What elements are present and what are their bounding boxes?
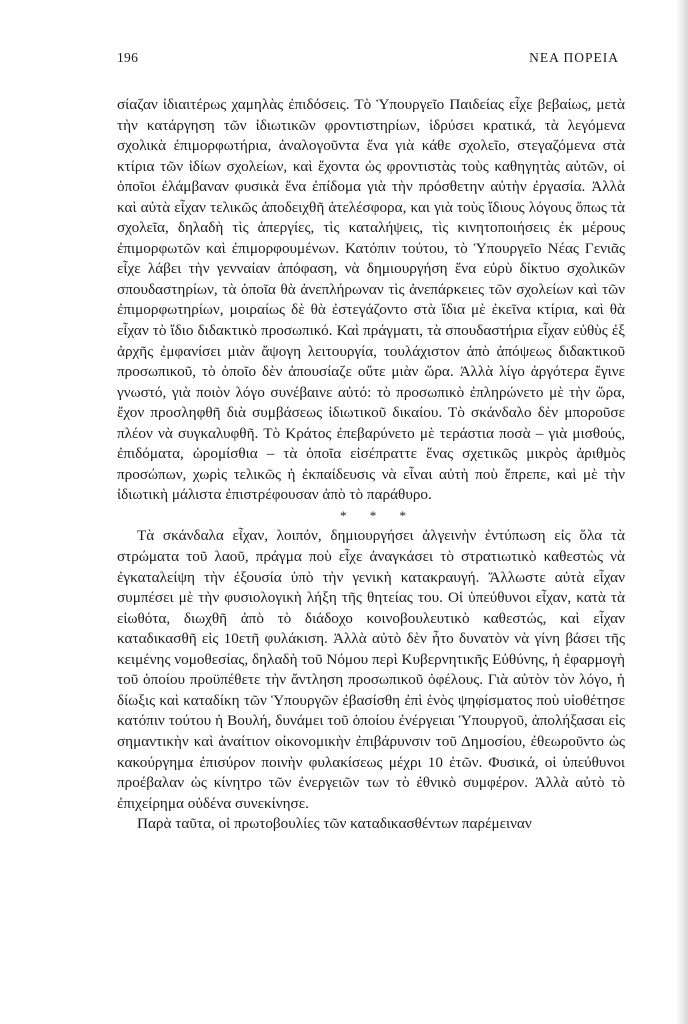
page-spine-shadow (676, 0, 688, 1024)
body-text (117, 95, 625, 835)
page-number: 196 (117, 50, 139, 65)
paragraph: Τὰ σκάνδαλα εἶχαν, λοιπόν, δημιουργήσει ἀλγεινὴν ἐντύπωση εἰς ὅλα τὰ στρώματα τοῦ λαοῦ, πράγμα ποὺ εἶχε ἀναγκάσει τὸ στρατιωτικὸ καθεστὼς νὰ ἐγκαταλείψη τὴν ἐξουσία ὑπὸ τὴν γενικὴ κατακραυγή. Ἄλλωστε αὐτὰ εἶχαν συμπέσει μὲ τὴν φυσιολογικὴ λήξη τῆς θητείας του. Οἱ ὑπεύθυνοι εἶχαν, κατὰ τὰ εἰωθότα, διωχθῆ ἀπὸ τὸ διάδοχο κοινοβουλευτικὸ καθεστώς, καὶ εἶχαν καταδικασθῆ εἰς 10ετῆ φυλάκιση. Ἀλλὰ αὐτὸ δὲν ἦτο δυνατὸν νὰ γίνη βάσει τῆς κειμένης νομοθεσίας, δηλαδὴ τοῦ Νόμου περὶ Κυβερνητικῆς Εὐθύνης, ἡ ἐφαρμογὴ τοῦ ὁποίου προϋπέθετε τὴν ἄντληση προσωπικοῦ ὀφέλους. Γιὰ αὐτὸν τὸν λόγο, ἡ δίωξις καὶ καταδίκη τῶν Ὑπουργῶν ἐβασίσθη ἐπὶ ἑνὸς ψηφίσματος ποὺ υἱοθέτησε κατόπιν τούτου ἡ Βουλή, δυνάμει τοῦ ὁποίου ἐνέργειαι Ὑπουργοῦ, ἀπολήξασαι εἰς σημαντικὴν καὶ ἀναίτιον οἰκονομικὴν ἐπιβάρυνσιν τοῦ Δημοσίου, ἐθεωροῦντο ὡς κακούργημα ἐπισύρον ποινὴν φυλακίσεως μέχρι 10 ἐτῶν. Φυσικά, οἱ ὑπεύθυνοι προέβαλαν ὡς κίνητρο τῶν ἐνεργειῶν των τὸ ἐθνικὸ συμφέρον. Ἀλλὰ αὐτὸ τὸ ἐπιχείρημα οὐδένα συνεκίνησε. (117, 527, 625, 812)
paragraph: Παρὰ ταῦτα, οἱ πρωτοβουλίες τῶν καταδικασθέντων παρέμειναν (137, 815, 532, 833)
running-header (117, 50, 619, 70)
running-title: ΝΕΑ ΠΟΡΕΙΑ (529, 50, 619, 65)
paragraph: σίαζαν ἰδιαιτέρως χαμηλὰς ἐπιδόσεις. Τὸ Ὑπουργεῖο Παιδείας εἶχε βεβαίως, μετὰ τὴν κατάργηση τῶν ἰδιωτικῶν φροντιστηρίων, ἱδρύσει κρατικά, τὰ λεγόμενα σχολικὰ ἐπιμορφωτήρια, ἀναλογοῦντα ἕνα γιὰ κάθε σχολεῖο, στεγαζόμενα στὰ κτίρια τῶν ἰδίων σχολείων, καὶ ἔχοντα ὡς φροντιστὰς τοὺς καθηγητὰς αὐτῶν, οἱ ὁποῖοι ἐλάμβαναν φυσικὰ ἕνα ἐπίδομα γιὰ τὴν πρόσθετην αὐτὴν ἐργασία. Ἀλλὰ καὶ αὐτὰ εἶχαν τελικῶς ἀποδειχθῆ ἀτελέσφορα, και γιὰ τοὺς ἴδιους λόγους ὅπως τὰ σχολεῖα, δηλαδὴ τὶς ἀπεργίες, τὶς καταλήψεις, τὶς κινητοποιήσεις ἐκ μέρους ἐπιμορφωτῶν καὶ ἐπιμορφουμένων. Κατόπιν τούτου, τὸ Ὑπουργεῖο Νέας Γενιᾶς εἶχε λάβει τὴν γενναίαν ἀπόφαση, νὰ δημιουργήση ἕνα εὐρὺ δίκτυο σχολικῶν σπουδαστηρίων, τὰ ὁποῖα θὰ ἀνεπλήρωναν τὶς ἀνεπάρκειες τῶν σχολείων καὶ τῶν ἐπιμορφωτηρίων, μοιραίως δὲ θὰ ἐστεγάζοντο στὰ ἴδια μὲ ἐκεῖνα κτίρια, καὶ θὰ εἶχαν τὸ ἴδιο διδακτικὸ προσωπικό. Καὶ πράγματι, τὰ σπουδαστήρια εἶχαν εὐθὺς ἐξ ἀρχῆς ἐμφανίσει μιὰν ἄψογη λειτουργία, τουλάχιστον ἀπὸ ἀπόψεως διδακτικοῦ προσωπικοῦ, τὸ ὁποῖο δὲν ἀπουσίαζε οὔτε μιὰν ὥρα. Ἀλλὰ λίγο ἀργότερα ἔγινε γνωστό, γιὰ ποιὸν λόγο συνέβαινε αὐτό: τὸ προσωπικὸ ἐπληρώνετο μὲ τὴν ὥρα, ἔχον προσληφθῆ διὰ συμβάσεως ἰδιωτικοῦ δικαίου. Τὸ σκάνδαλο δὲν μποροῦσε πλέον νὰ συγκαλυφθῆ. Τὸ Κράτος ἐπεβαρύνετο μὲ τεράστια ποσὰ – γιὰ μισθούς, ἐπιδόματα, ὡρομίσθια – τὰ ὁποῖα εἰσέπραττε ἕνας σχετικῶς μικρὸς ἀριθμὸς προσώπων, χωρὶς τελικῶς ἡ ἐκπαίδευσις νὰ εἶναι αὐτὴ ποὺ ἔπρεπε, καὶ μὲ τὴν ἰδιωτικὴ μάλιστα ἐπιστρέφουσαν ἀπὸ τὸ παράθυρο. (117, 96, 625, 504)
section-separator: * * * (340, 507, 416, 523)
